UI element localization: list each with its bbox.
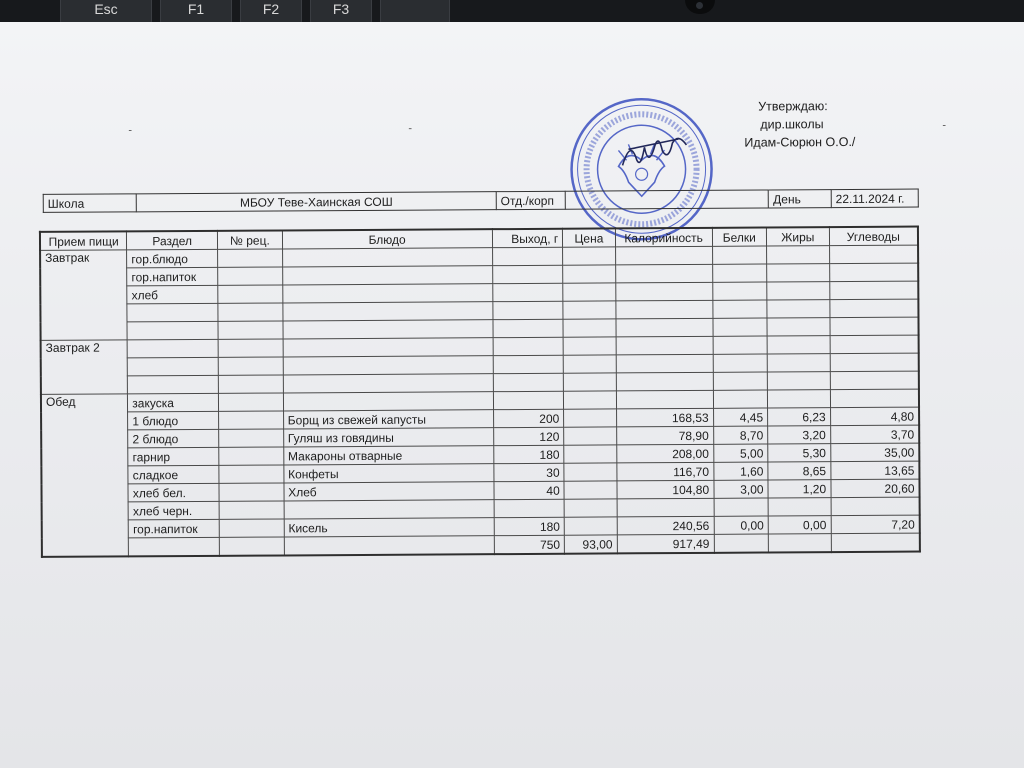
dash-mark: - — [942, 119, 947, 132]
proteins-cell — [713, 318, 768, 336]
yield-cell — [493, 337, 564, 355]
dish-cell — [283, 356, 493, 375]
yield-cell: 180 — [493, 445, 564, 463]
yield-cell — [492, 247, 563, 265]
school-label: Школа — [43, 194, 136, 213]
section-cell — [127, 357, 218, 376]
recipe-no-cell — [218, 375, 283, 393]
yield-cell: 120 — [493, 427, 564, 445]
webcam-icon — [685, 0, 715, 14]
header-recipe-no: № рец. — [218, 230, 283, 249]
meal-cell: Завтрак 2 — [41, 340, 128, 395]
proteins-cell: 8,70 — [713, 426, 768, 444]
price-cell: 93,00 — [565, 535, 618, 554]
section-cell: хлеб черн. — [128, 501, 219, 520]
carbs-cell — [830, 353, 919, 372]
calories-cell — [616, 372, 713, 391]
calories-cell: 116,70 — [617, 462, 714, 481]
price-cell — [563, 247, 616, 265]
fats-cell: 5,30 — [768, 444, 831, 462]
calories-cell — [616, 336, 713, 355]
section-cell: 1 блюдо — [128, 411, 219, 430]
dish-cell: Хлеб — [284, 482, 494, 501]
proteins-cell — [712, 282, 767, 300]
header-yield: Выход, г — [492, 229, 563, 248]
dish-cell — [283, 392, 493, 411]
calories-cell — [615, 246, 712, 265]
carbs-cell: 35,00 — [830, 443, 919, 462]
yield-cell — [493, 319, 564, 337]
dish-cell — [284, 500, 494, 519]
dish-cell: Макароны отварные — [283, 446, 493, 465]
carbs-cell — [830, 371, 919, 390]
fats-cell — [767, 336, 830, 354]
calories-cell: 917,49 — [617, 534, 714, 553]
recipe-no-cell — [219, 537, 284, 556]
menu-row — [42, 533, 920, 557]
proteins-cell: 5,00 — [713, 444, 768, 462]
esc-key-label: Esc — [94, 1, 118, 17]
section-cell: гор.напиток — [128, 519, 219, 538]
fats-cell — [768, 534, 831, 553]
header-calories: Калорийность — [615, 228, 712, 247]
yield-cell: 200 — [493, 409, 564, 427]
director-signature — [618, 129, 698, 179]
recipe-no-cell — [218, 339, 283, 357]
recipe-no-cell — [218, 267, 283, 285]
section-cell: гарнир — [128, 447, 219, 466]
dept-label: Отд./корп — [496, 191, 565, 209]
dish-cell: Конфеты — [284, 464, 494, 483]
day-value: 22.11.2024 г. — [831, 189, 918, 208]
section-cell — [129, 537, 220, 556]
dish-cell — [282, 284, 492, 303]
dish-cell: Борщ из свежей капусты — [283, 410, 493, 429]
price-cell — [563, 355, 616, 373]
header-meal: Прием пищи — [40, 231, 127, 250]
proteins-cell: 4,45 — [713, 408, 768, 426]
calories-cell — [616, 318, 713, 337]
paper-sheet — [0, 22, 1024, 768]
fats-cell: 0,00 — [768, 516, 831, 534]
dish-cell — [282, 248, 492, 267]
calories-cell: 208,00 — [616, 444, 713, 463]
header-fats: Жиры — [766, 227, 829, 246]
dish-cell — [282, 266, 492, 285]
calories-cell — [617, 498, 714, 517]
fats-cell — [767, 264, 830, 282]
recipe-no-cell — [219, 501, 284, 519]
price-cell — [564, 427, 617, 445]
yield-cell — [493, 373, 564, 391]
header-carbs: Углеводы — [829, 227, 918, 246]
meal-cell: Завтрак — [40, 250, 127, 341]
carbs-cell — [829, 263, 918, 282]
yield-cell — [494, 499, 565, 517]
recipe-no-cell — [218, 321, 283, 339]
fats-cell — [767, 318, 830, 336]
recipe-no-cell — [219, 429, 284, 447]
carbs-cell — [831, 497, 920, 516]
school-name: МБОУ Теве-Хаинская СОШ — [136, 192, 496, 212]
calories-cell — [616, 390, 713, 409]
price-cell — [564, 481, 617, 499]
info-row — [43, 189, 918, 212]
section-cell: гор.блюдо — [127, 249, 218, 268]
calories-cell — [616, 354, 713, 373]
menu-body — [40, 245, 920, 557]
fats-cell: 1,20 — [768, 480, 831, 498]
proteins-cell: 3,00 — [714, 480, 769, 498]
f2-key-label: F2 — [262, 1, 280, 17]
section-cell: гор.напиток — [127, 267, 218, 286]
calories-cell — [615, 282, 712, 301]
school-seal-stamp — [566, 94, 717, 245]
section-cell — [128, 375, 219, 394]
section-cell — [127, 321, 218, 340]
calories-cell: 240,56 — [617, 516, 714, 535]
dish-cell — [284, 536, 494, 556]
price-cell — [564, 445, 617, 463]
dish-cell — [283, 374, 493, 393]
carbs-cell — [829, 245, 918, 264]
dept-value — [565, 190, 769, 209]
fats-cell — [768, 498, 831, 516]
calories-cell: 168,53 — [616, 408, 713, 427]
yield-cell: 40 — [494, 481, 565, 499]
menu-table — [39, 226, 921, 558]
proteins-cell: 1,60 — [713, 462, 768, 480]
fats-cell — [767, 372, 830, 390]
calories-cell — [615, 264, 712, 283]
approval-heading: Утверждаю: — [758, 99, 828, 114]
price-cell — [563, 301, 616, 319]
price-cell — [563, 319, 616, 337]
calories-cell — [616, 300, 713, 319]
section-cell: сладкое — [128, 465, 219, 484]
price-cell — [563, 337, 616, 355]
recipe-no-cell — [219, 393, 284, 411]
proteins-cell: 0,00 — [714, 516, 769, 534]
header-section: Раздел — [127, 231, 218, 250]
dish-cell — [283, 320, 493, 339]
price-cell — [563, 283, 616, 301]
recipe-no-cell — [219, 519, 284, 537]
dish-cell: Гуляш из говядины — [283, 428, 493, 447]
proteins-cell — [713, 372, 768, 390]
header-dish: Блюдо — [282, 229, 492, 249]
recipe-no-cell — [218, 357, 283, 375]
approval-position: дир.школы — [760, 117, 824, 132]
yield-cell — [492, 265, 563, 283]
header-proteins: Белки — [712, 227, 767, 246]
header-price: Цена — [563, 228, 616, 247]
section-cell — [127, 303, 218, 322]
price-cell — [564, 517, 617, 535]
section-cell — [127, 339, 218, 358]
proteins-cell — [712, 246, 767, 264]
fats-cell — [767, 390, 830, 408]
menu-document — [28, 72, 1024, 718]
price-cell — [564, 391, 617, 409]
approval-block — [744, 97, 904, 152]
dish-cell — [283, 338, 493, 357]
yield-cell — [492, 301, 563, 319]
proteins-cell — [714, 534, 769, 553]
fats-cell — [767, 354, 830, 372]
price-cell — [564, 499, 617, 517]
carbs-cell — [830, 389, 919, 408]
carbs-cell: 7,20 — [831, 515, 920, 534]
proteins-cell — [712, 300, 767, 318]
section-cell: закуска — [128, 393, 219, 412]
dash-mark: - — [128, 124, 133, 137]
dish-cell: Кисель — [284, 518, 494, 537]
approval-signatory: Идам-Сюрюн О.О./ — [744, 134, 856, 150]
fats-cell — [767, 282, 830, 300]
meal-cell: Обед — [41, 394, 129, 557]
proteins-cell — [713, 336, 768, 354]
fats-cell: 8,65 — [768, 462, 831, 480]
recipe-no-cell — [219, 483, 284, 501]
recipe-no-cell — [219, 447, 284, 465]
recipe-no-cell — [219, 411, 284, 429]
price-cell — [563, 265, 616, 283]
carbs-cell — [829, 281, 918, 300]
fats-cell — [767, 300, 830, 318]
carbs-cell: 4,80 — [830, 407, 919, 426]
f3-key-label: F3 — [332, 1, 350, 17]
f1-key-label: F1 — [187, 1, 205, 17]
carbs-cell: 13,65 — [830, 461, 919, 480]
section-cell: хлеб бел. — [128, 483, 219, 502]
proteins-cell — [713, 390, 768, 408]
proteins-cell — [713, 354, 768, 372]
price-cell — [564, 409, 617, 427]
carbs-cell — [829, 299, 918, 318]
day-label: День — [769, 190, 832, 208]
yield-cell: 30 — [493, 463, 564, 481]
section-cell: хлеб — [127, 285, 218, 304]
yield-cell — [493, 355, 564, 373]
section-cell: 2 блюдо — [128, 429, 219, 448]
carbs-cell — [830, 317, 919, 336]
yield-cell: 750 — [494, 535, 565, 554]
carbs-cell — [831, 533, 920, 552]
proteins-cell — [712, 264, 767, 282]
calories-cell: 78,90 — [616, 426, 713, 445]
recipe-no-cell — [218, 285, 283, 303]
dash-mark: - — [408, 122, 413, 135]
proteins-cell — [714, 498, 769, 516]
carbs-cell: 20,60 — [831, 479, 920, 498]
recipe-no-cell — [218, 303, 283, 321]
carbs-cell: 3,70 — [830, 425, 919, 444]
recipe-no-cell — [219, 465, 284, 483]
price-cell — [564, 373, 617, 391]
yield-cell: 180 — [494, 517, 565, 535]
yield-cell — [492, 283, 563, 301]
carbs-cell — [830, 335, 919, 354]
fats-cell: 3,20 — [768, 426, 831, 444]
calories-cell: 104,80 — [617, 480, 714, 499]
dish-cell — [283, 302, 493, 321]
recipe-no-cell — [218, 249, 283, 267]
yield-cell — [493, 391, 564, 409]
price-cell — [564, 463, 617, 481]
fats-cell — [767, 246, 830, 264]
info-table — [43, 189, 919, 213]
fats-cell: 6,23 — [768, 408, 831, 426]
